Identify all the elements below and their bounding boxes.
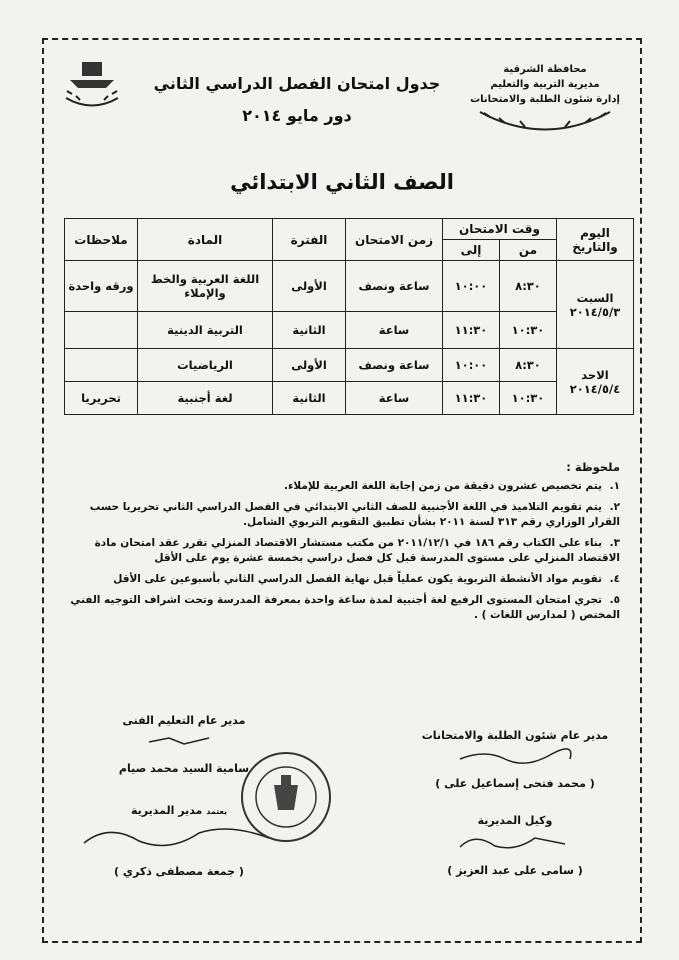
table-row [65,261,634,312]
handwritten-signature [455,747,575,765]
title-line-1: جدول امتحان الفصل الدراسي الثاني [153,74,441,93]
note-item: ٣.بناء على الكتاب رقم ١٨٦ في ٢٠١١/١٢/١ من مكتب مستشار الاقتصاد المنزلي تقرر عقد امتحان مادة الاقتصاد المنزلي على مستوى المدرسة قبل كل فصل دراسي بخمسة عشرة يوم على الأقل [94,537,620,564]
duration-cell: ساعة [346,312,443,349]
period-cell: الثانية [273,312,346,349]
directorate-label: مديرية التربية والتعليم [490,79,600,90]
official-stamp-icon [239,750,334,845]
issuer-block [470,62,620,142]
col-from-header: من [500,240,557,261]
signature-technical-education: مدير عام التعليم الفنى سامية السيد محمد صيام [118,714,250,775]
day-cell: السبت ٢٠١٤/٥/٣ [557,261,634,349]
from-cell: ٨:٣٠ [500,349,557,382]
note-item: ٥.تجري امتحان المستوى الرفيع لغة أجنبية لمدة ساعة واحدة بمعرفة المدرسة وتحت اشراف التوجيه الفني المختص ( لمدارس اللغات ) . [70,594,620,621]
table-row [65,349,634,382]
subject-cell: لغة أجنبية [138,382,273,415]
signature-director: يعتمد مدير المديرية ( جمعة مصطفى ذكري ) [64,800,294,883]
table-row [65,382,634,415]
note-item: ٤.تقويم مواد الأنشطة التربوية يكون عملياً قبل نهاية الفصل الدراسي الثاني بأسبوعين على الأقل [113,573,620,585]
to-cell: ١٠:٠٠ [443,349,500,382]
to-cell: ١١:٣٠ [443,312,500,349]
eagle-emblem-icon [62,58,122,113]
title-line-2: دور مايو ٢٠١٤ [242,106,352,125]
note-cell: ورقه واحدة [65,261,138,312]
duration-cell: ساعة ونصف [346,349,443,382]
notes-section [62,460,620,629]
col-notes-header: ملاحظات [65,219,138,261]
note-cell [65,312,138,349]
table-row [65,312,634,349]
note-item: ١.يتم تخصيص عشرون دقيقة من زمن إجابة اللغة العربية للإملاء. [283,480,620,492]
document-page [42,38,642,943]
duration-cell: ساعة ونصف [346,261,443,312]
signature-students-affairs: مدير عام شئون الطلبة والامتحانات ( محمد فتحى إسماعيل على ) [421,729,609,790]
to-cell: ١١:٣٠ [443,382,500,415]
exam-schedule-table [64,218,634,415]
col-time-header: وقت الامتحان [443,219,557,240]
col-day-header: اليوم والتاريخ [557,219,634,261]
handwritten-signature [455,832,575,852]
col-to-header: إلى [443,240,500,261]
col-duration-header: زمن الامتحان [346,219,443,261]
note-item: ٢.يتم تقويم التلاميذ في اللغة الأجنبية للصف الثاني الابتدائي في الفصل الدراسي الثاني تحريريا حسب القرار الوزاري رقم ٣١٣ لسنة ٢٠١١ بشأن تطبيق التقويم التربوي الشامل. [89,501,620,528]
document-title [134,68,460,132]
signature-deputy: وكيل المديرية ( سامى على عبد العزيز ) [447,814,583,877]
handwritten-signature [139,732,229,750]
duration-cell: ساعة [346,382,443,415]
subject-cell: اللغة العربية والخط والإملاء [138,261,273,312]
note-cell [65,349,138,382]
from-cell: ١٠:٣٠ [500,312,557,349]
governorate-label: محافظة الشرقية [503,64,587,75]
day-cell: الاحد ٢٠١٤/٥/٤ [557,349,634,415]
to-cell: ١٠:٠٠ [443,261,500,312]
note-cell: تحريريا [65,382,138,415]
subject-cell: التربية الدينية [138,312,273,349]
department-label: إدارة شئون الطلبة والامتحانات [470,94,620,105]
subject-cell: الرياضيات [138,349,273,382]
grade-heading: الصف الثاني الابتدائي [230,170,454,194]
col-period-header: الفترة [273,219,346,261]
period-cell: الثانية [273,382,346,415]
period-cell: الأولى [273,261,346,312]
col-subject-header: المادة [138,219,273,261]
from-cell: ٨:٣٠ [500,261,557,312]
notes-heading: ملحوظة : [566,460,620,474]
period-cell: الأولى [273,349,346,382]
from-cell: ١٠:٣٠ [500,382,557,415]
laurel-decoration [470,107,620,137]
